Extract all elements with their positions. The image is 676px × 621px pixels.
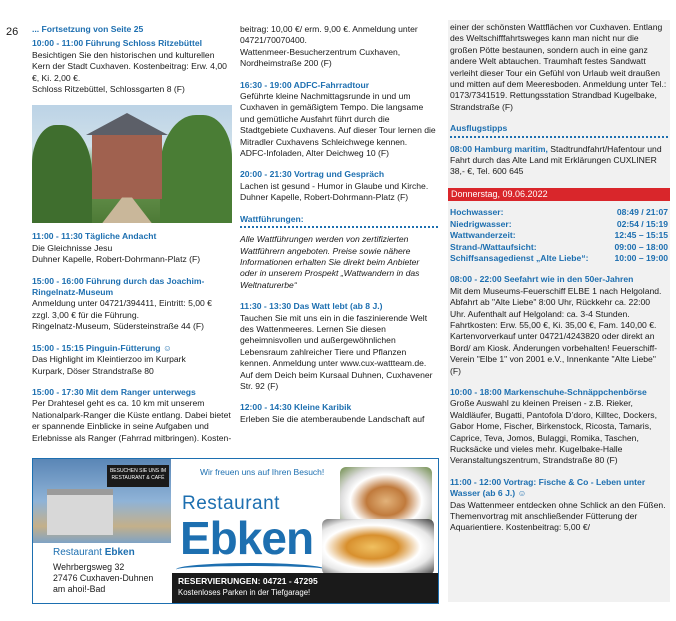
event-body: Das Wattenmeer entdecken ohne Schlick an den Füßen. Themenvortrag mit anschließender Fütterung der Aquarientiere. Kostenbeitrag: 5,00 €/ xyxy=(450,499,666,533)
tide-table xyxy=(450,207,668,264)
event-adfc xyxy=(240,80,438,160)
event-body: Lachen ist gesund - Humor in Glaube und Kirche. xyxy=(240,180,429,191)
food-photo xyxy=(322,519,434,575)
ad-area: am ahoi!-Bad xyxy=(53,584,106,594)
event-body: Mit dem Museums-Feuerschiff ELBE 1 nach Helgoland. Abfahrt ab "Alte Liebe" 8:00 Uhr, Rückkehr ca. 22:00 Uhr. Aufenthalt auf Helgoland: ca. 3-4 Stunden. Fahrtkosten: Erw. 55,00 €, Ki. 35,00 €, Fam. 140,00 €. Kartenvorverkauf unter 04721/4243820 oder direkt an Bord/ am Kiosk. Änderungen vorbehalten! Feuerschiff-Verein "Elbe 1" von 2001 e.V., Innenkante "Alte Liebe" (F) xyxy=(450,285,662,376)
ad-left-panel xyxy=(33,459,171,603)
event-andacht xyxy=(32,231,232,265)
ad-brand-line1: Restaurant xyxy=(182,493,280,514)
tide-row xyxy=(450,242,668,253)
column-1 xyxy=(32,24,232,454)
ad-tagline: Wir freuen uns auf Ihren Besuch! xyxy=(200,467,325,477)
ad-brand-line2: Ebken xyxy=(180,512,314,564)
event-schloss xyxy=(32,38,232,95)
event-ringelnatz xyxy=(32,276,232,333)
ad-name-prefix: Restaurant xyxy=(53,547,105,558)
event-ranger-cont xyxy=(240,24,438,70)
tide-label: Strand-/Wattaufsicht: xyxy=(450,241,537,252)
event-body: Anmeldung unter 04721/394411, Eintritt: 5,00 € zzgl. 3,00 € für die Führung. xyxy=(32,298,212,320)
event-body: Stadtrundfahrt/Hafentour und Fahrt durch das Alte Land mit Erklärungen CUXLINER 38,- €, Tel. 600 645 xyxy=(450,143,662,177)
ad-city: 27476 Cuxhaven-Duhnen xyxy=(53,573,154,583)
tide-row xyxy=(450,219,668,230)
event-body: beitrag: 10,00 €/ erm. 9,00 €. Anmeldung unter 04721/70070400. xyxy=(240,24,418,46)
ad-badge: BESUCHEN SIE UNS IM RESTAURANT & CAFÉ xyxy=(107,465,169,487)
event-body: einer der schönsten Wattflächen vor Cuxhaven. Entlang des Weltschifffahrtsweges kann man nicht nur die großen Pötte bestaunen, sondern auch in eine ganz andere Welt abtauchen. Traumhaft festes Sandwatt verleiht dieser Tour ein Gefühl von Urlaub weit draußen und mitten auf dem Meeresboden. Anmeldung unter Tel.: 0173/7341519. Rettungsstation Strandbad Kugelbake, Strandstraße (F) xyxy=(450,22,667,112)
tide-label: Niedrigwasser: xyxy=(450,218,512,229)
building-shape xyxy=(47,489,113,535)
event-body: Per Drahtesel geht es ca. 10 km mit unserem Nationalpark-Ranger die Küste entlang. Dabei bietet er spannende Einblicke in seine Aufgaben und Erlebnisse als Ranger (Fahrrad mitbringen). Kosten- xyxy=(32,398,232,443)
ad-parking: Kostenloses Parken in der Tiefgarage! xyxy=(178,588,311,597)
continuation-note: ... Fortsetzung von Seite 25 xyxy=(32,24,144,34)
event-fische xyxy=(450,477,668,534)
event-vortrag xyxy=(240,169,438,203)
event-body: Besichtigen Sie den historischen und kulturellen Kern der Stadt Cuxhaven. Kostenbeitrag: Erw. 4,00 €, Ki. 2,00 €. xyxy=(32,49,227,83)
event-title: 10:00 - 11:00 Führung Schloss Ritzebüttel xyxy=(32,38,203,49)
event-title: 10:00 - 18:00 Markenschuhe-Schnäppchenbörse xyxy=(450,386,647,397)
tide-value: 10:00 – 19:00 xyxy=(614,252,668,263)
tide-row xyxy=(450,230,668,241)
event-body: Große Auswahl zu kleinen Preisen - z.B. Rieker, Waldläufer, Bugatti, Pantofola D’doro, Killtec, Dockers, Gabor Home, Fischer, Birkenstock, Ricosta, Tamaris, Caprice, Teva, Jomos, Bulaggi, Romika, Taschen, Rucksäcke und vieles mehr. Kugelbake-Halle Veranstaltungszentrum, Strandstraße 80 (F) xyxy=(450,398,657,466)
event-location: Duhner Kapelle, Robert-Dohrmann-Platz (F) xyxy=(240,192,409,203)
event-location: Auf dem Deich beim Kursaal Duhnen, Cuxhavener Str. 92 (F) xyxy=(240,369,433,391)
event-title: 15:00 - 17:30 Mit dem Ranger unterwegs xyxy=(32,386,196,397)
ad-restaurant-name xyxy=(53,547,153,558)
section-intro: Alle Wattführungen werden von zertifizierten Wattführern angeboten. Preise sowie nähere Informationen erhalten Sie direkt beim Anbieter oder in unserem Prospekt „Wattwandern in das Weltnaturerbe“ xyxy=(240,234,420,290)
tree-shape xyxy=(32,125,92,223)
page-number: 26 xyxy=(6,26,19,38)
column-3 xyxy=(448,20,670,602)
event-ranger xyxy=(32,387,232,444)
event-title: 11:00 - 12:00 Vortrag: Fische & Co - Leben unter Wasser (ab 6 J.) ☺ xyxy=(450,476,646,499)
tide-row xyxy=(450,253,668,264)
event-watt-lebt xyxy=(240,301,438,392)
tide-value: 12:45 – 15:15 xyxy=(614,230,668,241)
ad-right-panel xyxy=(172,459,438,603)
tide-value: 02:54 / 15:19 xyxy=(616,218,668,229)
event-location: Ringelnatz-Museum, Südersteinstraße 44 (F) xyxy=(32,321,204,332)
castle-photo xyxy=(32,105,232,223)
section-wattfuehrungen xyxy=(240,214,438,291)
event-title: 16:30 - 19:00 ADFC-Fahrradtour xyxy=(240,79,370,90)
event-body: Tauchen Sie mit uns ein in die faszinierende Welt des Wattenmeeres. Lernen Sie diesen geheimnisvollen und außergewöhnlichen Lebensraum zahlreicher Tiere und Pflanzen kennen. Anmeldung unter www.cux-wattteam.de. xyxy=(240,312,428,369)
event-location: Schloss Ritzebüttel, Schlossgarten 8 (F) xyxy=(32,84,185,95)
tide-label: Schiffsansagedienst „Alte Liebe“: xyxy=(450,252,589,263)
section-ausflugstipps xyxy=(450,123,668,178)
event-pinguin xyxy=(32,343,232,377)
section-heading: Ausflugstipps xyxy=(450,123,668,137)
tide-value: 09:00 – 18:00 xyxy=(614,241,668,252)
event-location: Wattenmeer-Besucherzentrum Cuxhaven, Nordheimstraße 200 (F) xyxy=(240,46,401,69)
event-body: Erleben Sie die atemberaubende Landschaft auf xyxy=(240,413,425,424)
event-title: 11:00 - 11:30 Tägliche Andacht xyxy=(32,231,157,242)
ad-name-brand: Ebken xyxy=(104,547,135,558)
event-karibik-cont xyxy=(450,22,668,113)
event-location: Duhner Kapelle, Robert-Dohrmann-Platz (F) xyxy=(32,254,201,265)
event-location: ADFC-Infoladen, Alter Deichweg 10 (F) xyxy=(240,148,390,159)
event-title: 08:00 Hamburg maritim, xyxy=(450,143,548,154)
event-karibik xyxy=(240,402,438,425)
tree-shape xyxy=(160,115,232,223)
castle-shape xyxy=(92,133,162,199)
tide-label: Hochwasser: xyxy=(450,207,504,218)
event-body: Das Highlight im Kleintierzoo im Kurpark xyxy=(32,354,186,365)
event-title: 15:00 - 16:00 Führung durch das Joachim-Ringelnatz-Museum xyxy=(32,275,205,298)
event-body: Geführte kleine Nachmittagsrunde in und um Cuxhaven in gemäßigtem Tempo. Die langsame und gemütliche Ausfahrt führt durch die Stadtgebiete Cuxhavens. Auf dieser Tour lernen die Mitradler Cuxhavens Schleichwege kennen. xyxy=(240,91,436,147)
event-seefahrt xyxy=(450,274,668,377)
column-2 xyxy=(240,24,438,435)
ad-address xyxy=(53,547,153,595)
event-title: 08:00 - 22:00 Seefahrt wie in den 50er-Jahren xyxy=(450,274,634,285)
tide-row xyxy=(450,207,668,218)
ad-reservations: RESERVIERUNGEN: 04721 - 47295 xyxy=(178,576,318,586)
event-title: 12:00 - 14:30 Kleine Karibik xyxy=(240,402,352,413)
tide-label: Wattwanderzeit: xyxy=(450,230,516,241)
section-heading: Wattführungen: xyxy=(240,214,438,228)
tide-value: 08:49 / 21:07 xyxy=(616,207,668,218)
event-title: 15:00 - 15:15 Pinguin-Fütterung ☺ xyxy=(32,342,172,353)
event-title: 11:30 - 13:30 Das Watt lebt (ab 8 J.) xyxy=(240,301,383,312)
ad-reservation-bar xyxy=(172,573,438,603)
date-bar: Donnerstag, 09.06.2022 xyxy=(448,188,670,201)
ad-street: Wehrbergsweg 32 xyxy=(53,562,125,572)
path-shape xyxy=(102,197,152,223)
event-schuhe xyxy=(450,387,668,467)
event-title: 20:00 - 21:30 Vortrag und Gespräch xyxy=(240,169,385,180)
event-body: Die Gleichnisse Jesu xyxy=(32,242,113,253)
event-location: Kurpark, Döser Strandstraße 80 xyxy=(32,365,154,376)
restaurant-ad xyxy=(32,458,439,604)
